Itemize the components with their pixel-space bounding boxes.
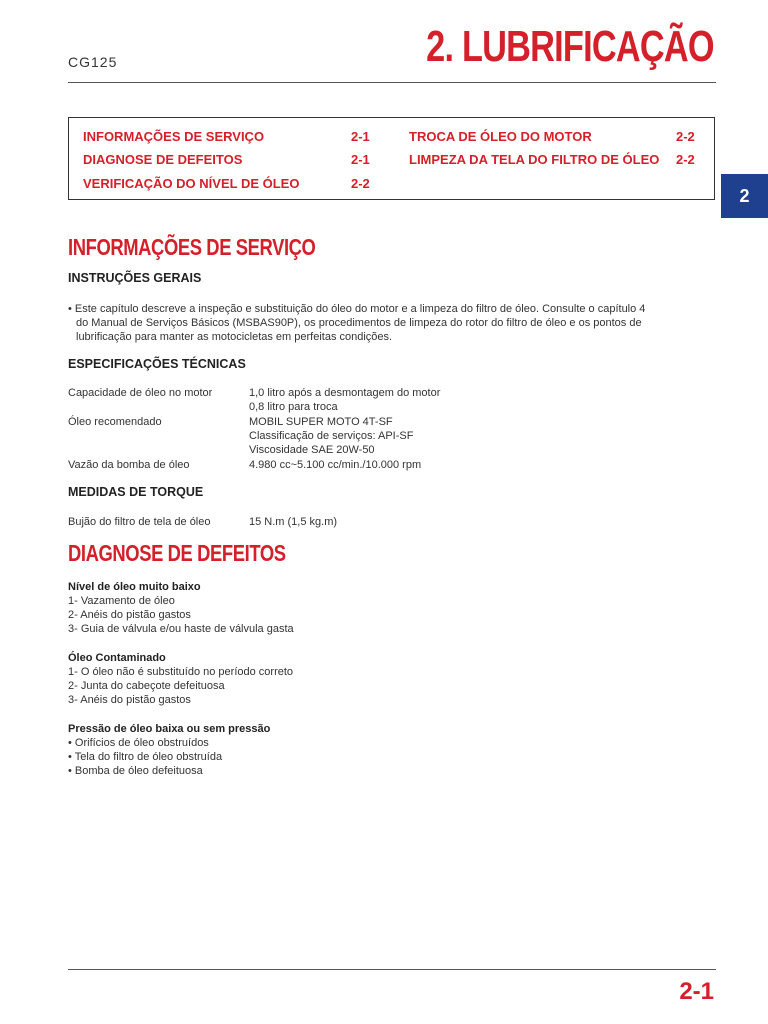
general-line: • Este capítulo descreve a inspeção e substituição do óleo do motor e a limpeza do filtro de óleo. Consulte o capítulo 4 [68, 303, 646, 315]
page-number: 2-1 [679, 978, 714, 1005]
header-divider [68, 82, 716, 83]
toc-page-filter-screen-cleaning: 2-2 [676, 152, 695, 167]
toc-item-oil-change[interactable]: TROCA DE ÓLEO DO MOTOR [409, 129, 592, 144]
diagnosis-item: • Bomba de óleo defeituosa [68, 765, 203, 777]
footer-divider [68, 969, 716, 970]
toc-item-diagnosis[interactable]: DIAGNOSE DE DEFEITOS [83, 152, 243, 167]
diagnosis-group-contaminated-oil [68, 651, 293, 707]
spec-value: 0,8 litro para troca [249, 401, 338, 413]
toc-item-filter-screen-cleaning[interactable]: LIMPEZA DA TELA DO FILTRO DE ÓLEO [409, 152, 660, 167]
subtitle-torque: MEDIDAS DE TORQUE [68, 485, 204, 499]
spec-value: Viscosidade SAE 20W-50 [249, 444, 375, 456]
toc-item-service-info[interactable]: INFORMAÇÕES DE SERVIÇO [83, 129, 265, 144]
spec-label: Óleo recomendado [68, 416, 162, 428]
subtitle-technical-specs: ESPECIFICAÇÕES TÉCNICAS [68, 357, 246, 371]
diagnosis-item: 1- Vazamento de óleo [68, 595, 175, 607]
toc-page-oil-change: 2-2 [676, 129, 695, 144]
diagnosis-item: 3- Anéis do pistão gastos [68, 694, 191, 706]
diagnosis-item: 2- Anéis do pistão gastos [68, 609, 191, 621]
spec-label: Bujão do filtro de tela de óleo [68, 516, 211, 528]
chapter-title: 2. LUBRIFICAÇÃO [426, 22, 714, 71]
section-title-diagnosis: DIAGNOSE DE DEFEITOS [68, 540, 286, 566]
general-line: lubrificação para manter as motocicletas em perfeitas condições. [76, 331, 393, 343]
spec-label: Vazão da bomba de óleo [68, 459, 190, 471]
spec-value: 4.980 cc~5.100 cc/min./10.000 rpm [249, 459, 422, 471]
diagnosis-group-low-pressure [68, 722, 270, 778]
toc-item-oil-level-check[interactable]: VERIFICAÇÃO DO NÍVEL DE ÓLEO [83, 176, 300, 191]
spec-value: 1,0 litro após a desmontagem do motor [249, 387, 441, 399]
section-title-service-info: INFORMAÇÕES DE SERVIÇO [68, 234, 316, 260]
diagnosis-item: • Tela do filtro de óleo obstruída [68, 751, 223, 763]
subtitle-general-instructions: INSTRUÇÕES GERAIS [68, 271, 202, 285]
diagnosis-item: 3- Guia de válvula e/ou haste de válvula gasta [68, 623, 294, 635]
chapter-tab: 2 [721, 174, 768, 218]
spec-value: 15 N.m (1,5 kg.m) [249, 516, 338, 528]
toc-page-diagnosis: 2-1 [351, 152, 370, 167]
toc-page-oil-level-check: 2-2 [351, 176, 370, 191]
spec-label: Capacidade de óleo no motor [68, 387, 213, 399]
diagnosis-item: 2- Junta do cabeçote defeituosa [68, 680, 225, 692]
toc-page-service-info: 2-1 [351, 129, 370, 144]
diagnosis-item: 1- O óleo não é substituído no período correto [68, 666, 294, 678]
diagnosis-group-low-oil [68, 580, 294, 636]
diagnosis-heading: Óleo Contaminado [68, 652, 166, 664]
model-code: CG125 [68, 54, 118, 70]
spec-value: MOBIL SUPER MOTO 4T-SF [249, 416, 393, 428]
diagnosis-heading: Pressão de óleo baixa ou sem pressão [68, 723, 271, 735]
general-instructions-text [68, 302, 708, 344]
spec-value: Classificação de serviços: API-SF [249, 430, 414, 442]
table-of-contents [68, 117, 715, 200]
general-line: do Manual de Serviços Básicos (MSBAS90P), os procedimentos de limpeza do rotor do filtro de óleo e os pontos de [76, 317, 642, 329]
diagnosis-heading: Nível de óleo muito baixo [68, 581, 201, 593]
diagnosis-item: • Orifícios de óleo obstruídos [68, 737, 209, 749]
